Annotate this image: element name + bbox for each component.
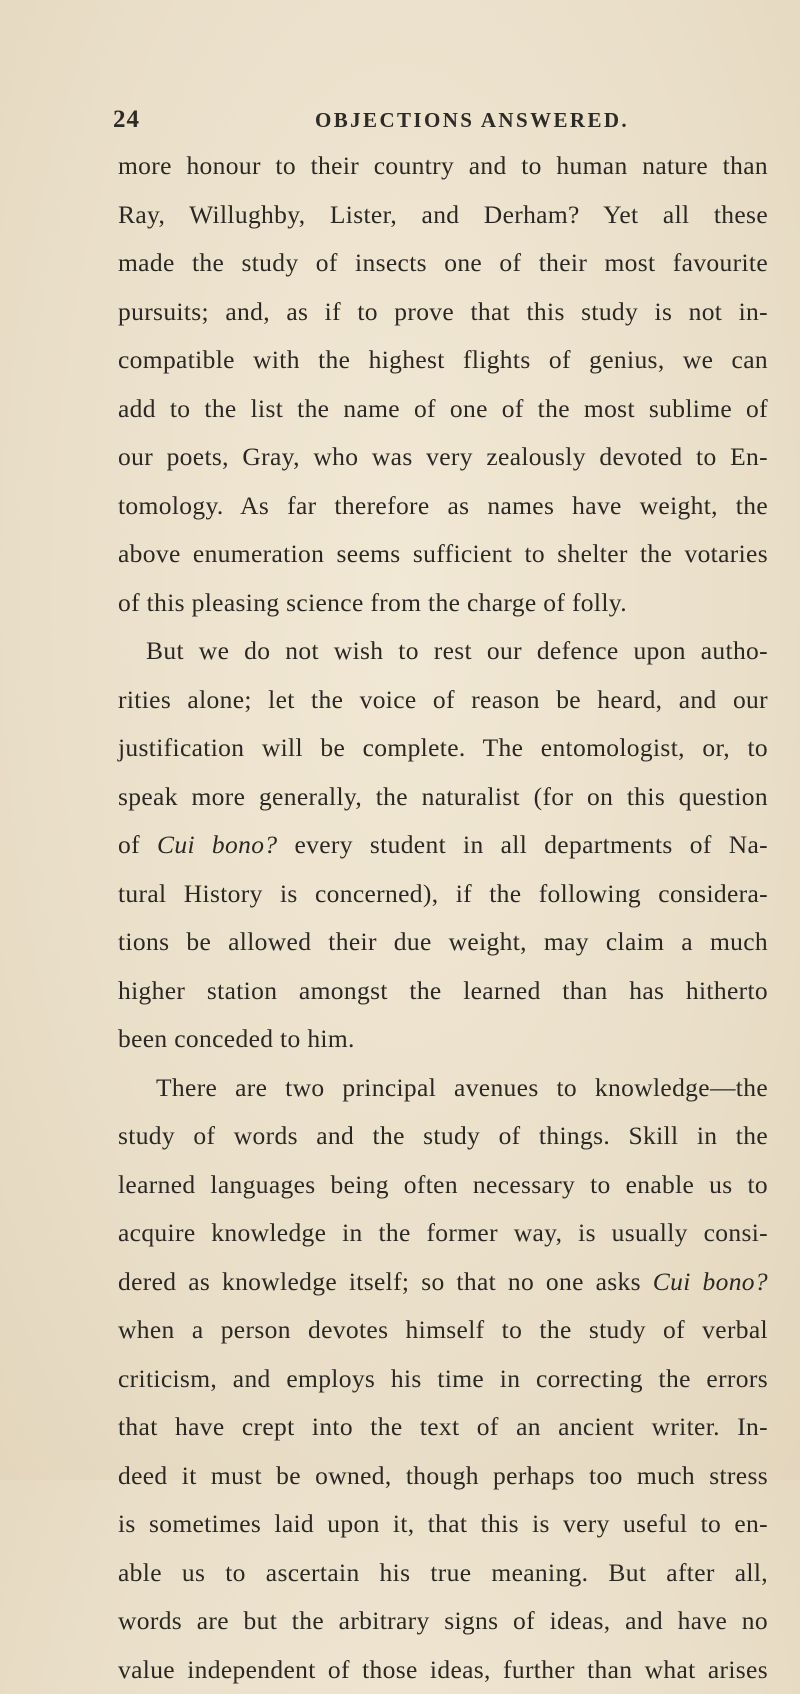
line-rest: every student in all departments of Na- bbox=[294, 830, 768, 859]
text-line: higher station amongst the learned than has hitherto bbox=[118, 967, 768, 1016]
text-line: tions be allowed their due weight, may claim a much bbox=[118, 918, 768, 967]
text-line: pursuits; and, as if to prove that this study is not in- bbox=[118, 288, 768, 337]
text-line: more honour to their country and to human nature than bbox=[118, 142, 768, 191]
text-line: compatible with the highest flights of genius, we can bbox=[118, 336, 768, 385]
italic-phrase: Cui bono? bbox=[653, 1267, 768, 1296]
text-line: of this pleasing science from the charge of folly. bbox=[118, 579, 768, 628]
text-line: made the study of insects one of their most favourite bbox=[118, 239, 768, 288]
text-line: is sometimes laid upon it, that this is very useful to en- bbox=[118, 1500, 768, 1549]
text-line: add to the list the name of one of the most sublime of bbox=[118, 385, 768, 434]
text-line-with-italic bbox=[118, 1258, 768, 1307]
text-line: deed it must be owned, though perhaps too much stress bbox=[118, 1452, 768, 1501]
text-line: value independent of those ideas, further than what arises bbox=[118, 1646, 768, 1694]
italic-phrase: Cui bono? bbox=[157, 830, 277, 859]
text-line: rities alone; let the voice of reason be heard, and our bbox=[118, 676, 768, 725]
text-line: justification will be complete. The entomologist, or, to bbox=[118, 724, 768, 773]
text-line: study of words and the study of things. Skill in the bbox=[118, 1112, 768, 1161]
line-text: dered as knowledge itself; so that no one asks bbox=[118, 1267, 641, 1296]
paragraph-first-line: But we do not wish to rest our defence upon autho- bbox=[118, 627, 768, 676]
text-line-with-italic bbox=[118, 821, 768, 870]
text-line: Ray, Willughby, Lister, and Derham? Yet all these bbox=[118, 191, 768, 240]
text-line: when a person devotes himself to the study of verbal bbox=[118, 1306, 768, 1355]
text-line: speak more generally, the naturalist (for on this question bbox=[118, 773, 768, 822]
running-head: OBJECTIONS ANSWERED. bbox=[315, 108, 629, 133]
paragraph-first-line: There are two principal avenues to knowledge—the bbox=[118, 1064, 768, 1113]
text-line: criticism, and employs his time in correcting the errors bbox=[118, 1355, 768, 1404]
page-number: 24 bbox=[113, 106, 140, 134]
text-line: learned languages being often necessary to enable us to bbox=[118, 1161, 768, 1210]
text-line: words are but the arbitrary signs of ideas, and have no bbox=[118, 1597, 768, 1646]
text-line: our poets, Gray, who was very zealously devoted to En- bbox=[118, 433, 768, 482]
text-line: that have crept into the text of an ancient writer. In- bbox=[118, 1403, 768, 1452]
page-header bbox=[0, 106, 800, 146]
text-line: tomology. As far therefore as names have weight, the bbox=[118, 482, 768, 531]
text-line: tural History is concerned), if the following considera- bbox=[118, 870, 768, 919]
text-line: above enumeration seems sufficient to shelter the votaries bbox=[118, 530, 768, 579]
body-text bbox=[118, 142, 768, 1694]
text-line: able us to ascertain his true meaning. But after all, bbox=[118, 1549, 768, 1598]
text-line: acquire knowledge in the former way, is usually consi- bbox=[118, 1209, 768, 1258]
text-line: been conceded to him. bbox=[118, 1015, 768, 1064]
line-prefix: of bbox=[118, 830, 140, 859]
